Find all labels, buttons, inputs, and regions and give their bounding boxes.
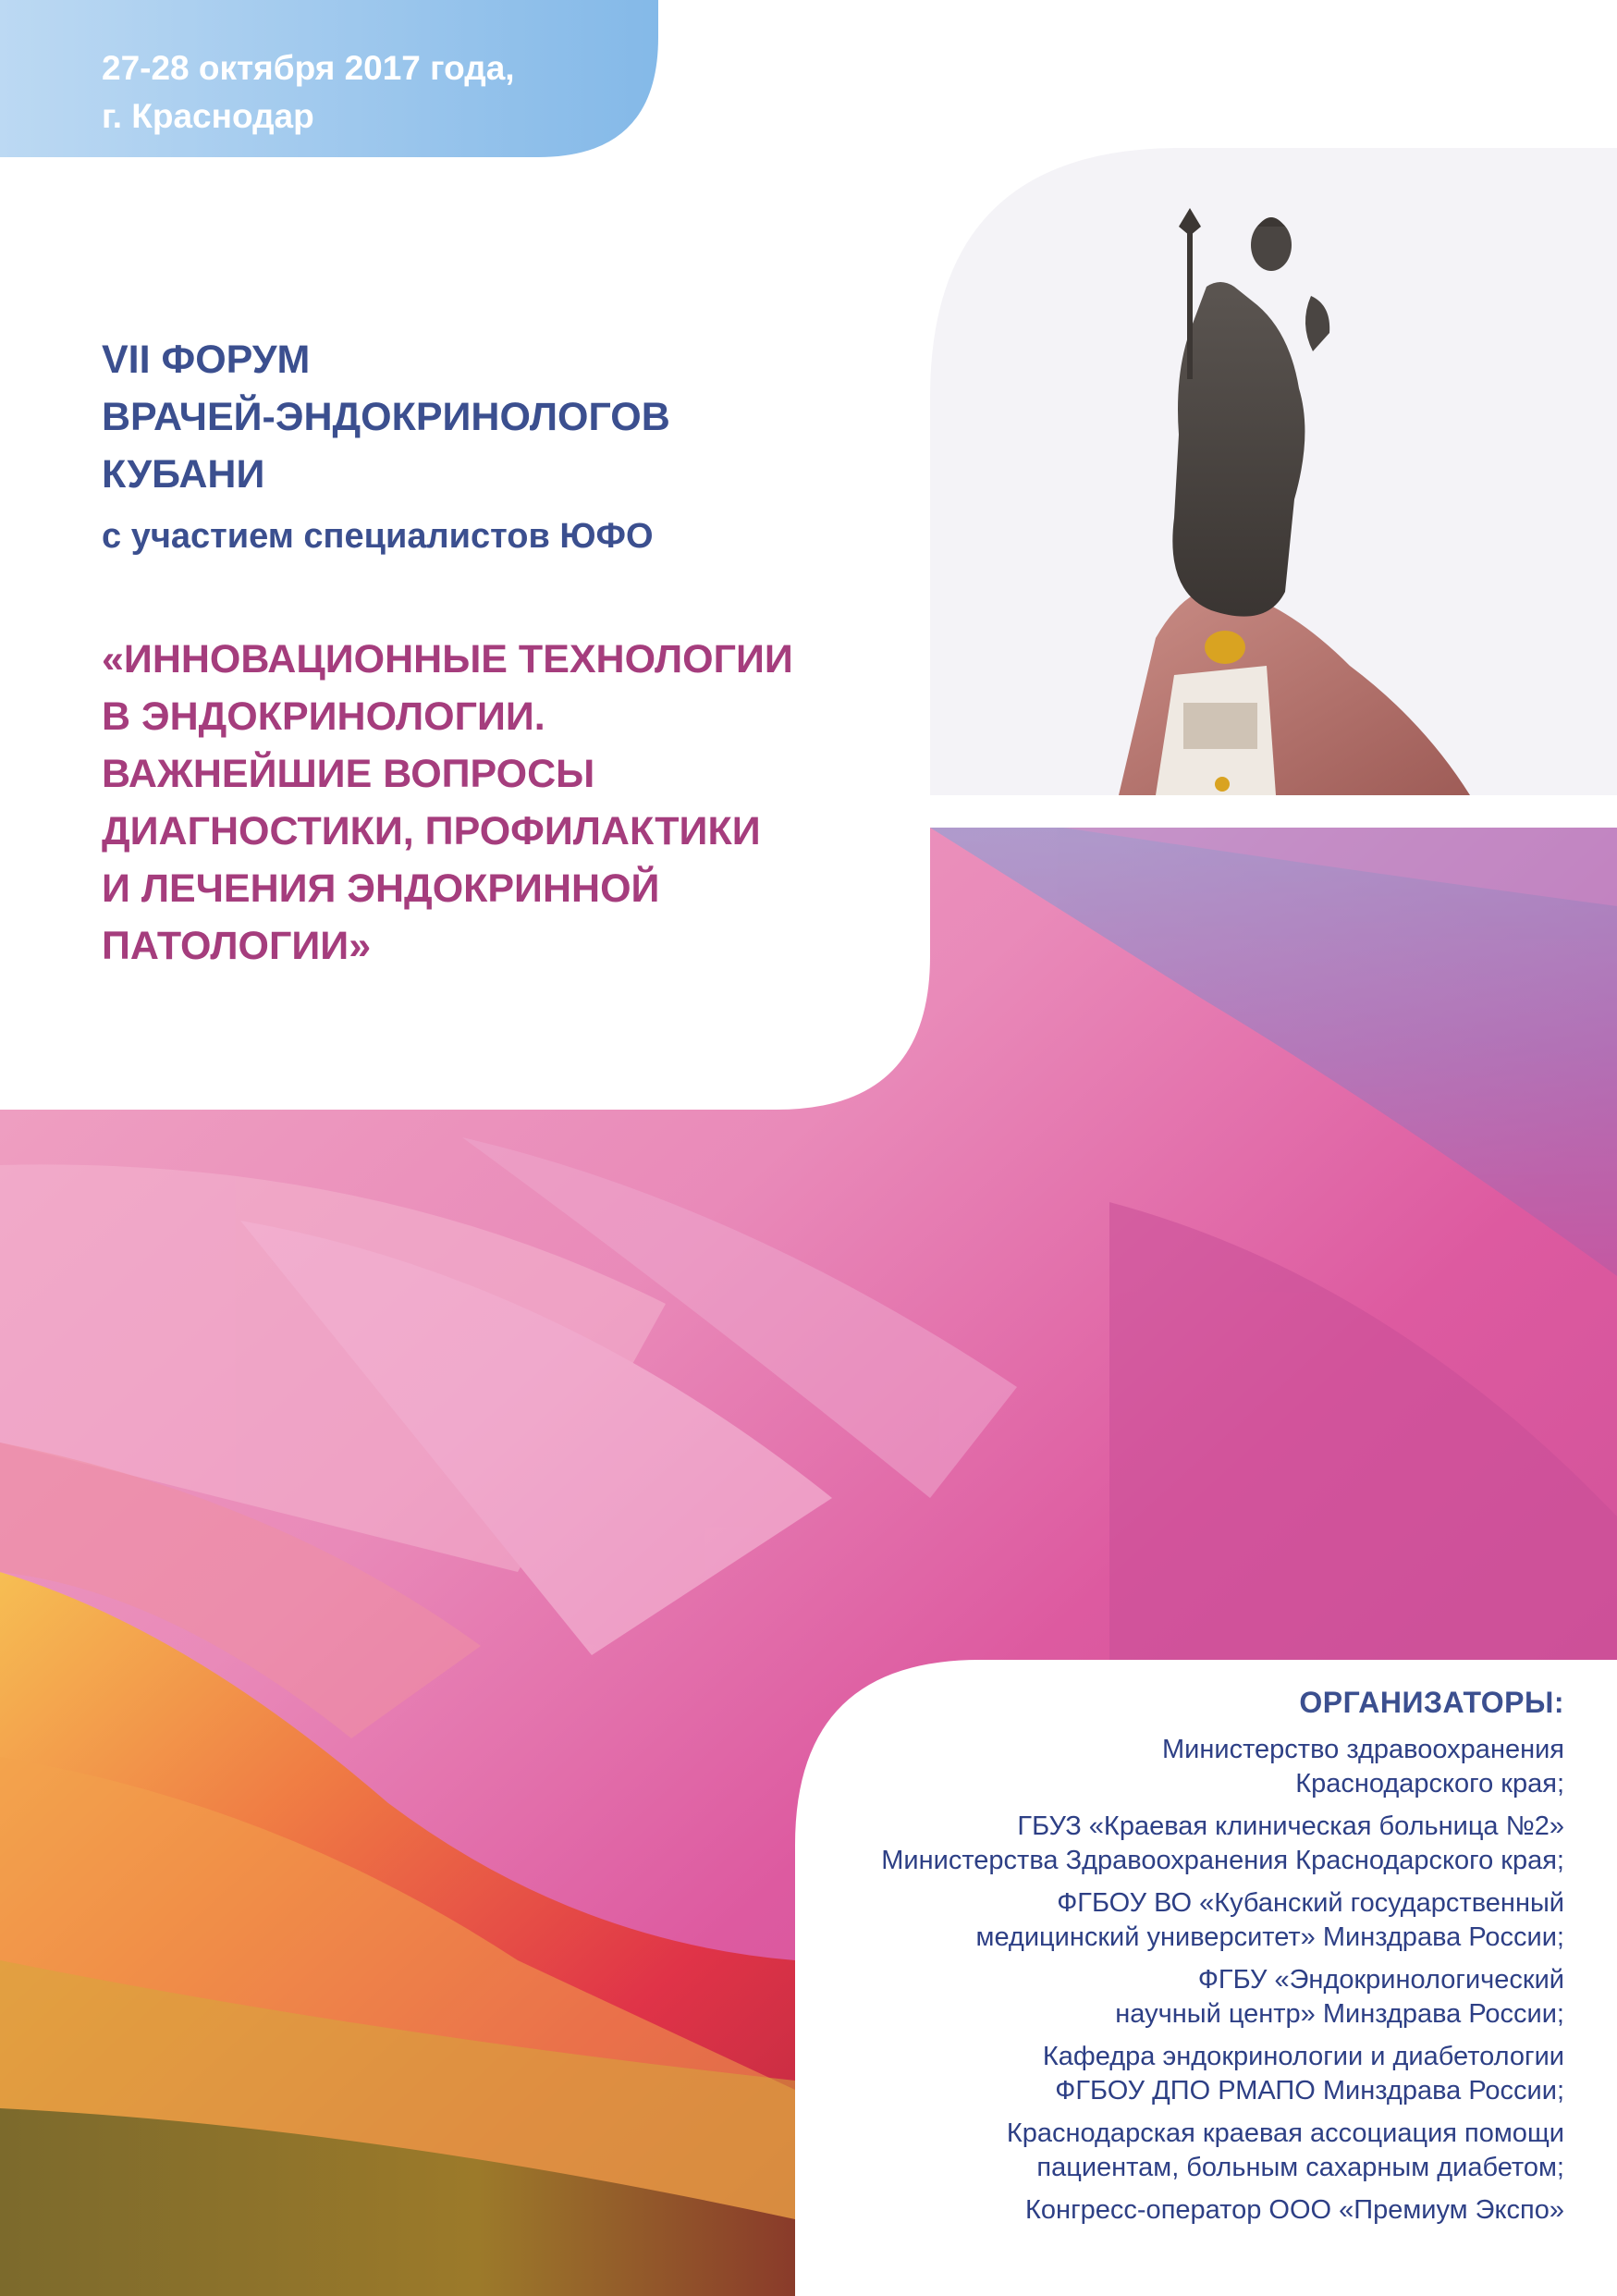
organizer-item [732, 1963, 1564, 2032]
organizer-line: ФГБОУ ВО «Кубанский государственный [1057, 1888, 1564, 1918]
organizer-item [732, 1886, 1564, 1955]
organizer-line: Конгресс-оператор ООО «Премиум Экспо» [1025, 2195, 1564, 2225]
organizer-line: ГБУЗ «Краевая клиническая больница №2» [1017, 1811, 1564, 1841]
organizer-item [732, 1810, 1564, 1878]
topic-title-line: И ЛЕЧЕНИЯ ЭНДОКРИННОЙ [102, 866, 660, 911]
organizers-section [732, 1686, 1564, 2236]
forum-title-line: ВРАЧЕЙ-ЭНДОКРИНОЛОГОВ [102, 395, 670, 439]
organizer-item [732, 2193, 1564, 2228]
event-date-block [102, 44, 515, 141]
organizer-line: Краснодарская краевая ассоциация помощи [1006, 2118, 1564, 2148]
topic-title-line: ПАТОЛОГИИ» [102, 924, 372, 968]
organizer-item [732, 1733, 1564, 1801]
forum-subtitle: с участием специалистов ЮФО [102, 517, 654, 556]
organizer-item [732, 2117, 1564, 2185]
forum-title-line: VII ФОРУМ [102, 338, 311, 382]
event-city: г. Краснодар [102, 97, 314, 135]
organizer-line: пациентам, больным сахарным диабетом; [1036, 2153, 1564, 2182]
forum-title-line: КУБАНИ [102, 452, 265, 497]
organizers-heading: ОРГАНИЗАТОРЫ: [1299, 1686, 1564, 1719]
organizer-line: Краснодарского края; [1295, 1769, 1564, 1799]
organizer-line: Министерства Здравоохранения Краснодарского края; [881, 1846, 1564, 1875]
topic-title-line: ДИАГНОСТИКИ, ПРОФИЛАКТИКИ [102, 809, 761, 853]
organizer-line: Кафедра эндокринологии и диабетологии [1042, 2042, 1564, 2071]
event-date: 27-28 октября 2017 года, [102, 49, 515, 87]
topic-title-line: В ЭНДОКРИНОЛОГИИ. [102, 694, 545, 739]
organizer-line: научный центр» Минздрава России; [1115, 1999, 1564, 2029]
forum-title [102, 331, 670, 503]
topic-title-line: «ИННОВАЦИОННЫЕ ТЕХНОЛОГИИ [102, 637, 793, 681]
organizer-line: ФГБОУ ДПО РМАПО Минздрава России; [1055, 2076, 1564, 2106]
topic-title-line: ВАЖНЕЙШИЕ ВОПРОСЫ [102, 752, 595, 796]
organizer-line: Министерство здравоохранения [1162, 1735, 1564, 1764]
organizer-line: ФГБУ «Эндокринологический [1197, 1965, 1564, 1995]
organizer-item [732, 2040, 1564, 2108]
organizer-line: медицинский университет» Минздрава России; [975, 1922, 1564, 1952]
topic-title [102, 631, 793, 975]
